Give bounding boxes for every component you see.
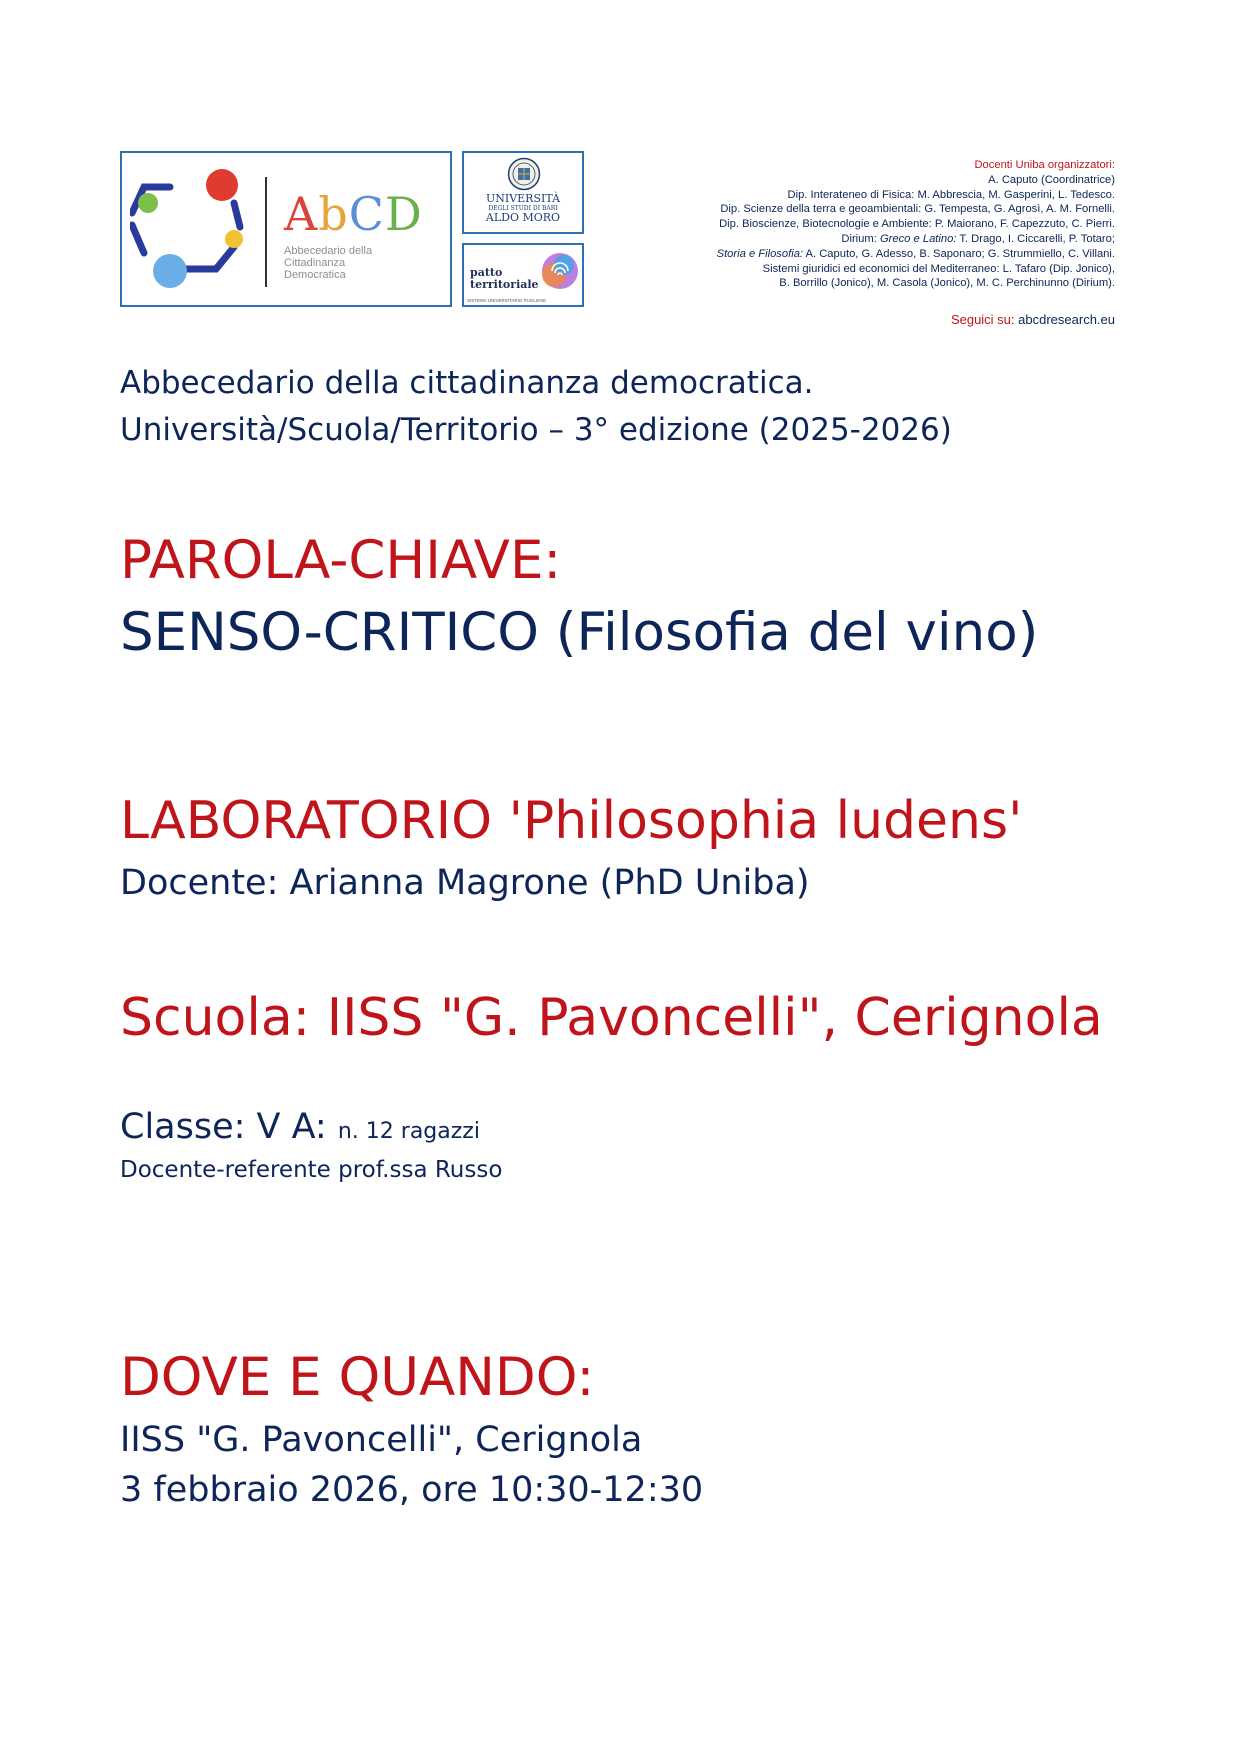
- fingerprint-icon: [538, 249, 578, 295]
- credits-dirium-names: T. Drago, I. Ciccarelli, P. Totaro;: [956, 232, 1115, 245]
- class-info: [120, 1105, 480, 1154]
- credits-line: Dip. Scienze della terra e geoambientali: G. Tempesta, G. Agrosì, A. M. Fornelli.: [720, 203, 1115, 216]
- credits-heading: Docenti Uniba organizzatori:: [974, 159, 1115, 171]
- event-place: IISS "G. Pavoncelli", Cerignola: [120, 1420, 643, 1460]
- project-subtitle: [120, 360, 952, 454]
- patto-line: patto: [470, 266, 503, 279]
- patto-footer: SISTEMA UNIVERSITARIO PUGLIESE: [467, 298, 547, 303]
- abcd-wordmark: [284, 187, 423, 241]
- class-label: Classe: V A:: [120, 1107, 327, 1147]
- follow-label: Seguici su:: [950, 312, 1015, 327]
- credits-line: Dip. Interateneo di Fisica: M. Abbrescia, M. Gasperini, L. Tedesco.: [787, 188, 1115, 201]
- school-name: Scuola: IISS "G. Pavoncelli", Cerignola: [120, 988, 1103, 1048]
- subtitle-line: Università/Scuola/Territorio – 3° edizione (2025-2026): [120, 412, 952, 448]
- uniba-seal-icon: [507, 157, 541, 191]
- keyword-value: SENSO-CRITICO (Filosofia del vino): [120, 602, 1039, 663]
- abcd-tagline-line: Democratica: [284, 269, 346, 281]
- event-date: 3 febbraio 2026, ore 10:30-12:30: [120, 1470, 704, 1510]
- organizers-credits: [595, 158, 1115, 291]
- class-referent: Docente-referente prof.ssa Russo: [120, 1157, 503, 1183]
- abcd-tagline-line: Cittadinanza: [284, 257, 346, 269]
- credits-line: A. Caputo (Coordinatrice): [988, 173, 1115, 186]
- abcd-tagline: [284, 245, 372, 281]
- uniba-name: [464, 193, 582, 223]
- subtitle-line: Abbecedario della cittadinanza democratica.: [120, 365, 814, 401]
- uniba-logo: [462, 151, 584, 234]
- where-when-title: DOVE E QUANDO:: [120, 1347, 595, 1408]
- laboratory-title: LABORATORIO 'Philosophia ludens': [120, 791, 1023, 851]
- laboratory-teacher: Docente: Arianna Magrone (PhD Uniba): [120, 863, 810, 903]
- abcd-letter: A: [284, 187, 319, 241]
- abcd-hexagon-icon: [130, 169, 250, 293]
- credits-line: Dip. Bioscienze, Biotecnologie e Ambiente: P. Maiorano, F. Capezzuto, C. Pierri.: [719, 218, 1115, 231]
- credits-storia-names: A. Caputo, G. Adesso, B. Saponaro; G. Strummiello, C. Villani.: [803, 247, 1115, 260]
- credits-dirium-prefix: Dirium:: [841, 232, 880, 245]
- abcd-logo: [120, 151, 452, 307]
- follow-url[interactable]: abcdresearch.eu: [1018, 312, 1115, 327]
- credits-dirium-subject: Greco e Latino:: [879, 232, 957, 245]
- patto-name: [470, 267, 539, 291]
- keyword-label: PAROLA-CHIAVE:: [120, 530, 562, 591]
- abcd-tagline-line: Abbecedario della: [284, 245, 373, 257]
- logo-divider: [265, 177, 267, 287]
- class-students: n. 12 ragazzi: [337, 1119, 480, 1144]
- credits-line: B. Borrillo (Jonico), M. Casola (Jonico), M. C. Perchinunno (Dirium).: [779, 277, 1115, 290]
- credits-dirium-line: [595, 232, 1115, 247]
- uniba-line: ALDO MORO: [485, 211, 561, 224]
- uniba-line: DEGLI STUDI DI BARI: [488, 205, 558, 212]
- patto-line: territoriale: [470, 278, 539, 291]
- credits-line: Sistemi giuridici ed economici del Mediterraneo: L. Tafaro (Dip. Jonico),: [762, 262, 1115, 275]
- credits-storia-subject: Storia e Filosofia:: [716, 247, 804, 260]
- uniba-line: UNIVERSITÀ: [485, 192, 561, 205]
- abcd-letter: C: [348, 187, 385, 241]
- credits-storia-line: [595, 247, 1115, 262]
- abcd-letter: D: [384, 187, 423, 241]
- patto-territoriale-logo: [462, 243, 584, 307]
- follow-us: [951, 312, 1115, 327]
- abcd-letter: b: [318, 187, 349, 241]
